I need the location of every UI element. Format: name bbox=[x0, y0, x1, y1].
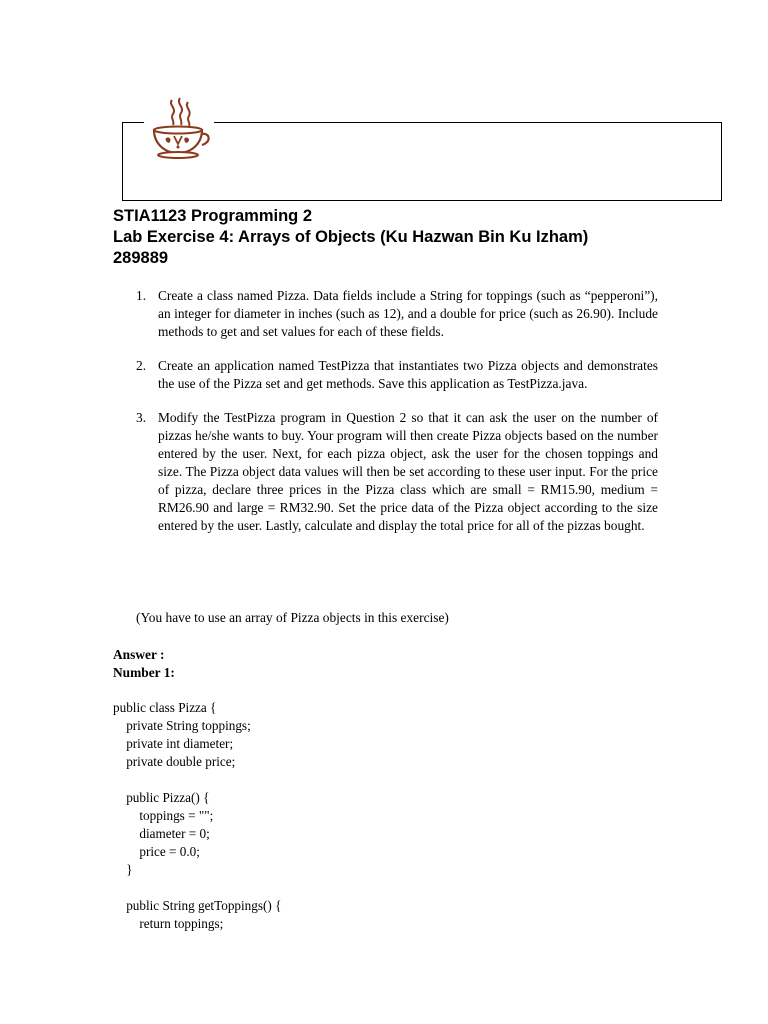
code-line bbox=[113, 771, 281, 789]
code-line: public String getToppings() { bbox=[113, 898, 282, 913]
answer-heading bbox=[113, 646, 175, 682]
code-listing bbox=[113, 699, 281, 933]
answer-number-label: Number 1: bbox=[113, 665, 175, 680]
code-line: return toppings; bbox=[113, 916, 224, 931]
question-text: Create a class named Pizza. Data fields include a String for toppings (such as “pepperoni”), an integer for diameter in inches (such as 12), and a double for price (such as 26.90). Include methods to get and set values for each of these fields. bbox=[158, 288, 658, 339]
code-line: } bbox=[113, 862, 133, 877]
coffee-cup-icon bbox=[144, 96, 214, 162]
student-id: 289889 bbox=[113, 249, 169, 267]
code-line: private int diameter; bbox=[113, 736, 234, 751]
code-line: private String toppings; bbox=[113, 718, 251, 733]
question-item bbox=[113, 287, 658, 341]
code-line: public Pizza() { bbox=[113, 790, 210, 805]
question-number: 3. bbox=[136, 410, 147, 425]
course-title: STIA1123 Programming 2 bbox=[113, 207, 312, 225]
exercise-title: Lab Exercise 4: Arrays of Objects (Ku Hazwan Bin Ku Izham) bbox=[113, 228, 589, 246]
question-text: Create an application named TestPizza that instantiates two Pizza objects and demonstrates the use of the Pizza set and get methods. Save this application as TestPizza.java. bbox=[158, 358, 658, 391]
code-line: diameter = 0; bbox=[113, 826, 210, 841]
question-number: 2. bbox=[136, 358, 147, 373]
document-title bbox=[113, 206, 733, 269]
question-number: 1. bbox=[136, 288, 147, 303]
code-line: private double price; bbox=[113, 754, 236, 769]
question-item bbox=[113, 357, 658, 393]
answer-label: Answer : bbox=[113, 647, 165, 662]
question-list bbox=[113, 287, 658, 551]
code-line: public class Pizza { bbox=[113, 700, 217, 715]
code-line: toppings = ""; bbox=[113, 808, 214, 823]
exercise-note: (You have to use an array of Pizza objects in this exercise) bbox=[136, 610, 449, 625]
code-line bbox=[113, 879, 281, 897]
question-item bbox=[113, 409, 658, 535]
code-line: price = 0.0; bbox=[113, 844, 200, 859]
question-text: Modify the TestPizza program in Question 2 so that it can ask the user on the number of pizzas he/she wants to buy. Your program will then create Pizza objects based on the number entered by the user. Next, for each pizza object, ask the user for the chosen toppings and size. The Pizza object data values will then be set according to these user input. For the price of pizza, declare three prices in the Pizza class which are small = RM15.90, medium = RM26.90 and large = RM32.90. Set the price data of the Pizza object according to the size entered by the user. Lastly, calculate and display the total price for all of the pizzas bought. bbox=[158, 410, 658, 533]
